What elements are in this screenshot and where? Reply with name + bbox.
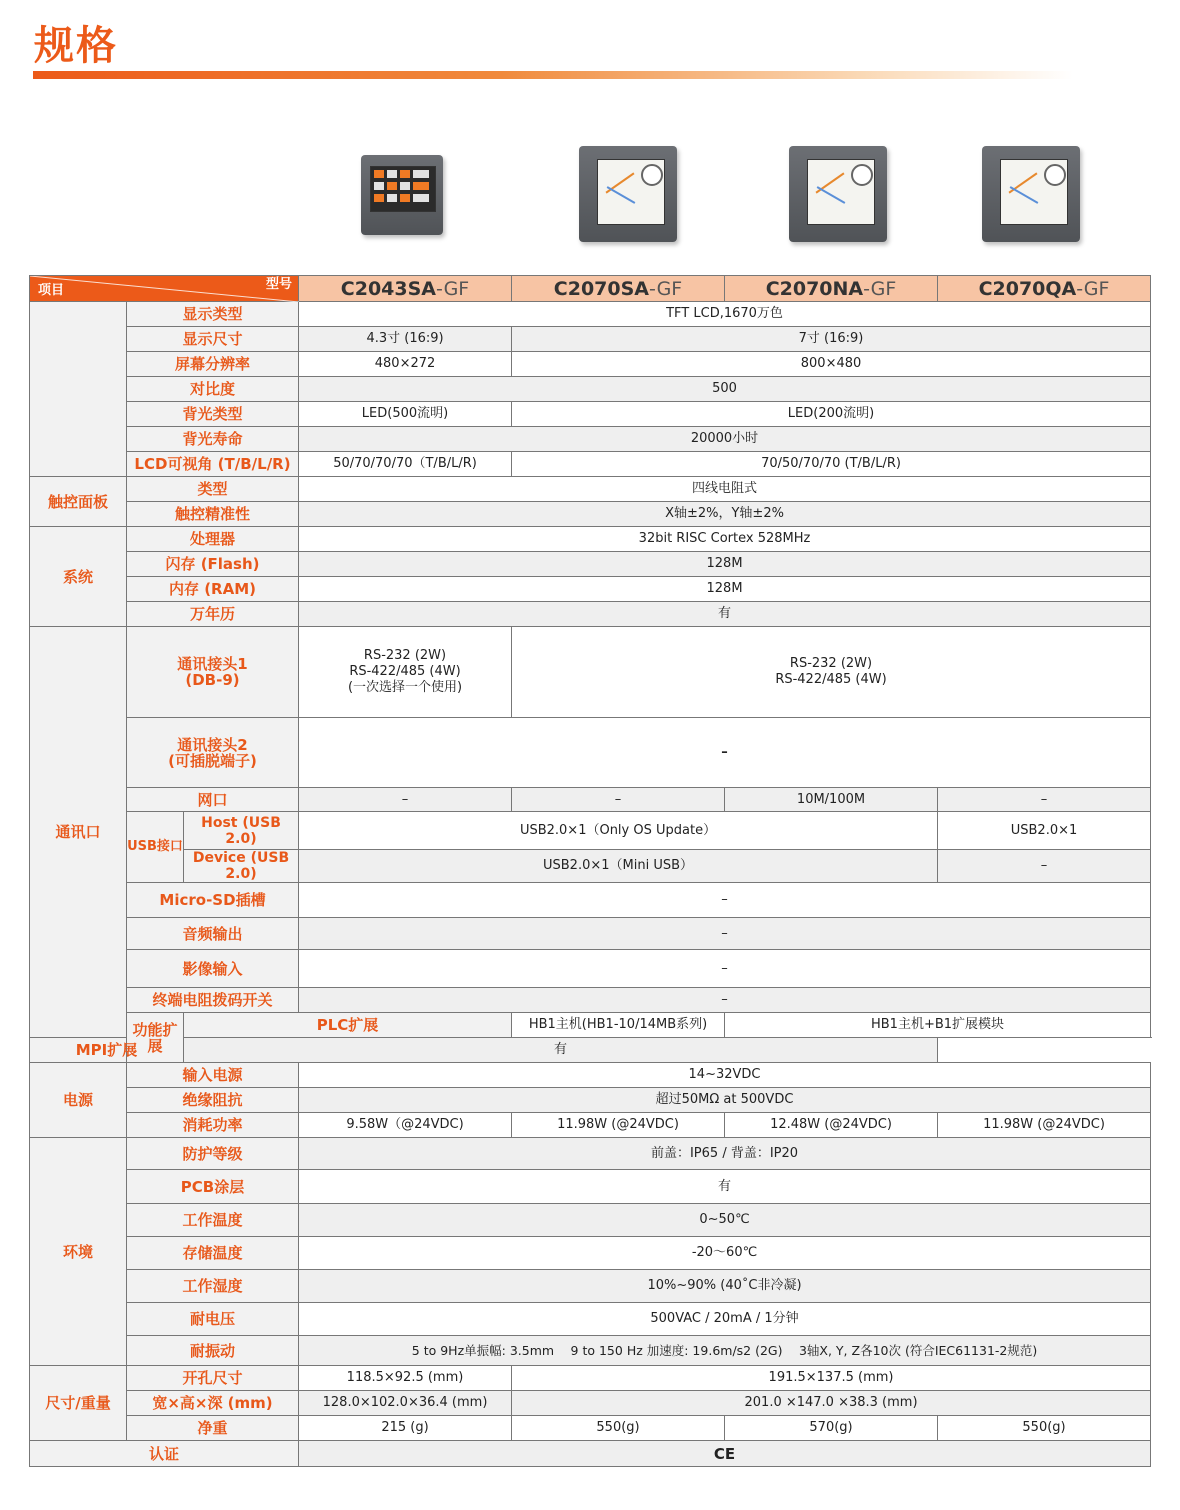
row-label: 音频输出	[127, 918, 299, 950]
row-label: 认证	[30, 1441, 299, 1467]
spec-value: RS-232 (2W) RS-422/485 (4W)	[512, 627, 1151, 718]
spec-value: 800×480	[512, 352, 1151, 377]
row-label: 通讯接头1 (DB-9)	[127, 627, 299, 718]
spec-value: –	[938, 850, 1151, 883]
model-header: C2070SA-GF	[512, 276, 725, 302]
spec-value: –	[938, 788, 1151, 812]
row-label: 背光寿命	[127, 427, 299, 452]
row-label: 背光类型	[127, 402, 299, 427]
row-label: LCD可视角 (T/B/L/R)	[127, 452, 299, 477]
group-power: 电源	[30, 1063, 127, 1138]
spec-value: –	[299, 950, 1151, 988]
model-header: C2070NA-GF	[725, 276, 938, 302]
row-label: 耐振动	[127, 1336, 299, 1366]
row-label: 触控精准性	[127, 502, 299, 527]
row-label: PLC扩展	[184, 1013, 512, 1038]
spec-value: 128.0×102.0×36.4 (mm)	[299, 1391, 512, 1416]
product-image-c2070na	[789, 146, 887, 242]
spec-value: RS-232 (2W) RS-422/485 (4W) (一次选择一个使用)	[299, 627, 512, 718]
row-label: Host (USB 2.0)	[184, 812, 299, 850]
spec-value: LED(500流明)	[299, 402, 512, 427]
spec-value: 有	[299, 602, 1151, 627]
spec-value: 7寸 (16:9)	[512, 327, 1151, 352]
spec-value: 118.5×92.5 (mm)	[299, 1366, 512, 1391]
page-title: 规格	[34, 23, 118, 69]
spec-value: 4.3寸 (16:9)	[299, 327, 512, 352]
spec-value: 32bit RISC Cortex 528MHz	[299, 527, 1151, 552]
group-size: 尺寸/重量	[30, 1366, 127, 1441]
spec-value: –	[299, 788, 512, 812]
spec-value: TFT LCD,1670万色	[299, 302, 1151, 327]
row-label: 显示尺寸	[127, 327, 299, 352]
group-usb: USB接口	[127, 812, 184, 883]
spec-value: 550(g)	[512, 1416, 725, 1441]
spec-value: 500VAC / 20mA / 1分钟	[299, 1303, 1151, 1336]
spec-value: 550(g)	[938, 1416, 1151, 1441]
row-label: 处理器	[127, 527, 299, 552]
spec-value: 四线电阻式	[299, 477, 1151, 502]
group-system: 系统	[30, 527, 127, 627]
spec-value: –	[512, 788, 725, 812]
spec-value: 50/70/70/70（T/B/L/R)	[299, 452, 512, 477]
spec-value: -20～60℃	[299, 1237, 1151, 1270]
row-label: 绝缘阻抗	[127, 1088, 299, 1113]
spec-value: 570(g)	[725, 1416, 938, 1441]
model-header: C2043SA-GF	[299, 276, 512, 302]
corner-item-label: 项目	[38, 283, 65, 298]
row-label: 屏幕分辨率	[127, 352, 299, 377]
spec-value: HB1主机+B1扩展模块	[725, 1013, 1151, 1038]
spec-value: 前盖：IP65 / 背盖：IP20	[299, 1138, 1151, 1170]
spec-value: 10%~90% (40˚C非冷凝)	[299, 1270, 1151, 1303]
group-func: 功能扩展	[127, 1013, 184, 1063]
row-label: 闪存 (Flash)	[127, 552, 299, 577]
row-label: 净重	[127, 1416, 299, 1441]
spec-value: 70/50/70/70 (T/B/L/R)	[512, 452, 1151, 477]
spec-value: 11.98W (@24VDC)	[512, 1113, 725, 1138]
spec-value: 128M	[299, 577, 1151, 602]
spec-value: 超过50MΩ at 500VDC	[299, 1088, 1151, 1113]
spec-value: 有	[299, 1170, 1151, 1204]
group-env: 环境	[30, 1138, 127, 1366]
model-header: C2070QA-GF	[938, 276, 1151, 302]
spec-value: USB2.0×1	[938, 812, 1151, 850]
spec-value: 12.48W (@24VDC)	[725, 1113, 938, 1138]
row-label: 对比度	[127, 377, 299, 402]
row-label: 网口	[127, 788, 299, 812]
row-label: 万年历	[127, 602, 299, 627]
row-label: 通讯接头2 (可插脱端子)	[127, 718, 299, 788]
row-label: PCB涂层	[127, 1170, 299, 1204]
row-label: Micro-SD插槽	[127, 883, 299, 918]
spec-value: 9.58W（@24VDC)	[299, 1113, 512, 1138]
spec-value: X轴±2%，Y轴±2%	[299, 502, 1151, 527]
product-image-c2043sa	[361, 155, 443, 235]
corner-model-label: 型号	[266, 277, 293, 292]
row-label: 存储温度	[127, 1237, 299, 1270]
row-label: 显示类型	[127, 302, 299, 327]
spec-value: USB2.0×1（Mini USB）	[299, 850, 938, 883]
row-label: 内存 (RAM)	[127, 577, 299, 602]
spec-value: 480×272	[299, 352, 512, 377]
row-label: 开孔尺寸	[127, 1366, 299, 1391]
spec-value: 191.5×137.5 (mm)	[512, 1366, 1151, 1391]
spec-value: 0~50℃	[299, 1204, 1151, 1237]
row-label: 输入电源	[127, 1063, 299, 1088]
spec-value: 14~32VDC	[299, 1063, 1151, 1088]
row-label: MPI扩展	[30, 1038, 184, 1063]
row-label: 类型	[127, 477, 299, 502]
spec-value: 20000小时	[299, 427, 1151, 452]
spec-value: 10M/100M	[725, 788, 938, 812]
row-label: 耐电压	[127, 1303, 299, 1336]
spec-value: 11.98W (@24VDC)	[938, 1113, 1151, 1138]
group-comm: 通讯口	[30, 627, 127, 1038]
spec-value: –	[299, 718, 1151, 788]
spec-value: 5 to 9Hz单振幅: 3.5mm 9 to 150 Hz 加速度: 19.6m/s2 (2G) 3轴X, Y, Z各10次 (符合IEC61131-2规范)	[299, 1336, 1151, 1366]
row-label: 影像输入	[127, 950, 299, 988]
row-label: 终端电阻拨码开关	[127, 988, 299, 1013]
spec-value: 500	[299, 377, 1151, 402]
spec-value: LED(200流明)	[512, 402, 1151, 427]
spec-value: –	[299, 918, 1151, 950]
spec-value: –	[299, 883, 1151, 918]
row-label: 工作湿度	[127, 1270, 299, 1303]
group-display	[30, 302, 127, 477]
spec-value: –	[299, 988, 1151, 1013]
row-label: 工作温度	[127, 1204, 299, 1237]
spec-value: HB1主机(HB1-10/14MB系列)	[512, 1013, 725, 1038]
spec-value: 128M	[299, 552, 1151, 577]
row-label: 消耗功率	[127, 1113, 299, 1138]
spec-value: USB2.0×1（Only OS Update）	[299, 812, 938, 850]
group-touch: 触控面板	[30, 477, 127, 527]
header-corner	[30, 276, 299, 302]
spec-value: 215 (g)	[299, 1416, 512, 1441]
spec-table	[29, 275, 1151, 1467]
spec-value: CE	[299, 1441, 1151, 1467]
spec-value: 有	[184, 1038, 938, 1063]
product-image-c2070sa	[579, 146, 677, 242]
title-underline	[33, 71, 1073, 79]
spec-value: 201.0 ×147.0 ×38.3 (mm)	[512, 1391, 1151, 1416]
row-label: Device (USB 2.0)	[184, 850, 299, 883]
product-image-c2070qa	[982, 146, 1080, 242]
row-label: 宽×高×深 (mm)	[127, 1391, 299, 1416]
row-label: 防护等级	[127, 1138, 299, 1170]
